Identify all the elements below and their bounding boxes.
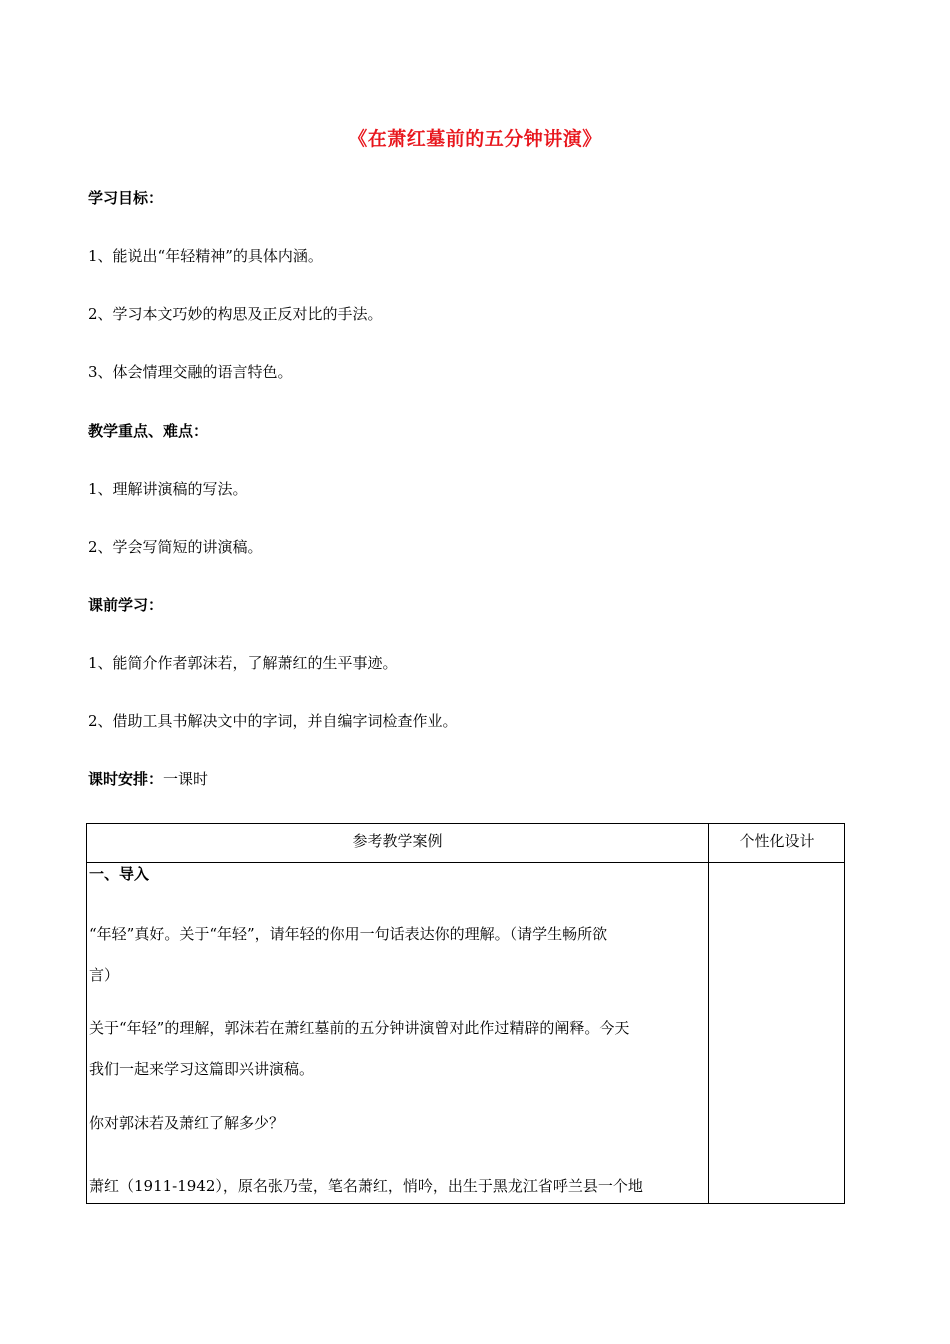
table-line-6: 萧红（1911-1942），原名张乃莹，笔名萧红，悄吟，出生于黑龙江省呼兰县一个地: [89, 1177, 643, 1195]
table-line-1: “年轻”真好。关于“年轻”，请年轻的你用一句话表达你的理解。（请学生畅所欲: [89, 925, 608, 943]
section-title: 一、导入: [89, 865, 150, 883]
objective-item-2: 2、学习本文巧妙的构思及正反对比的手法。: [88, 305, 383, 323]
objectives-heading: 学习目标：: [88, 189, 164, 207]
pre-study-item-2: 2、借助工具书解决文中的字词，并自编字词检查作业。: [88, 712, 458, 730]
key-point-item-2: 2、学会写简短的讲演稿。: [88, 538, 263, 556]
document-title: 《在萧红墓前的五分钟讲演》: [348, 128, 602, 150]
table-line-4: 我们一起来学习这篇即兴讲演稿。: [89, 1060, 315, 1078]
schedule-label: 课时安排：: [88, 770, 164, 788]
table-column-divider: [708, 824, 709, 1203]
pre-study-item-1: 1、能简介作者郭沫若，了解萧红的生平事迹。: [88, 654, 398, 672]
table-line-2: 言）: [89, 966, 120, 984]
schedule-value: 一课时: [163, 770, 209, 788]
pre-study-heading: 课前学习：: [88, 596, 164, 614]
table-header-main: 参考教学案例: [352, 832, 443, 850]
lesson-table: [86, 823, 845, 1204]
key-points-heading: 教学重点、难点：: [88, 422, 209, 440]
table-line-3: 关于“年轻”的理解，郭沫若在萧红墓前的五分钟讲演曾对此作过精辟的阐释。今天: [89, 1019, 630, 1037]
table-header-side: 个性化设计: [739, 832, 815, 850]
table-line-5: 你对郭沫若及萧红了解多少？: [89, 1114, 285, 1132]
schedule-line: [88, 768, 208, 789]
objective-item-3: 3、体会情理交融的语言特色。: [88, 363, 293, 381]
objective-item-1: 1、能说出“年轻精神”的具体内涵。: [88, 247, 323, 265]
key-point-item-1: 1、理解讲演稿的写法。: [88, 480, 248, 498]
